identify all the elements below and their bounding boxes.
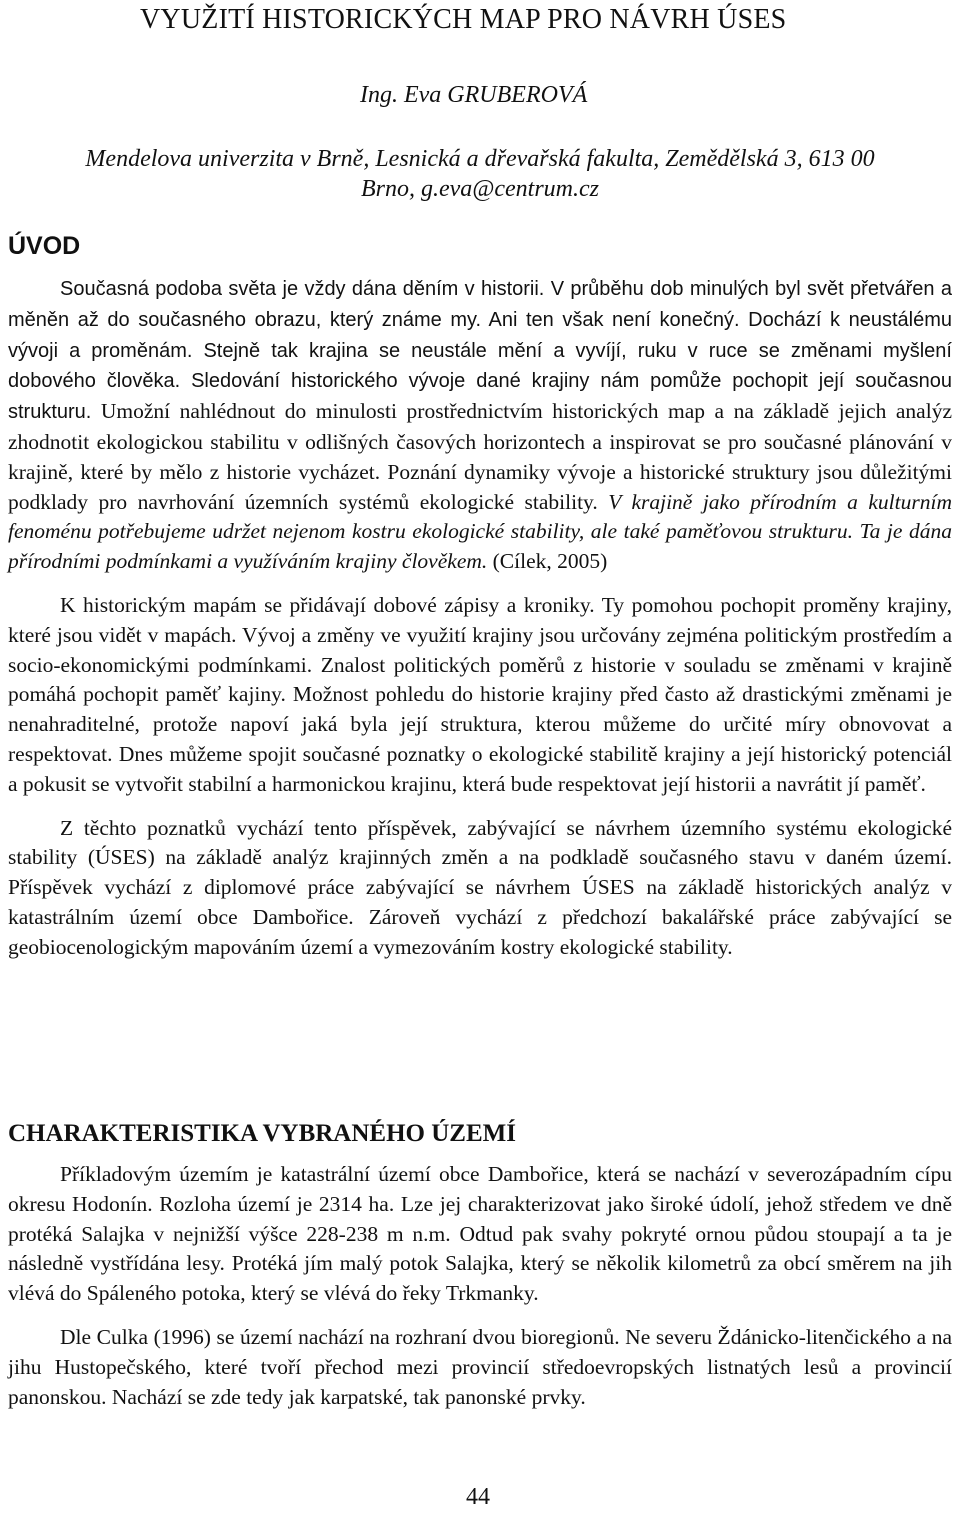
paper-title: VYUŽITÍ HISTORICKÝCH MAP PRO NÁVRH ÚSES	[140, 4, 787, 35]
section-heading-charakteristika: CHARAKTERISTIKA VYBRANÉHO ÚZEMÍ	[8, 1120, 516, 1147]
quote-text: V krajině jako přírodním a kulturním fenoménu potřebujeme udržet nejenom kostru ekologické stability, ale také paměťovou strukturu. Ta je dána přírodními podmínkami a využíváním krajiny člověkem.	[8, 489, 952, 574]
author-affiliation: Mendelova univerzita v Brně, Lesnická a dřevařská fakulta, Zemědělská 3, 613 00 Brno, g.eva@centrum.cz	[85, 146, 875, 202]
section-body-uvod	[8, 274, 952, 977]
author-name: Ing. Eva GRUBEROVÁ	[360, 82, 588, 108]
section-body-charakteristika	[8, 1160, 952, 1426]
paper-page	[8, 0, 952, 1514]
paragraph-text: Umožní nahlédnout do minulosti prostřednictvím historických map a na základě jejich analýz zhodnotit ekologickou stabilitu v odlišných časových horizontech a inspirovat se pro současné plánování v krajině, které by mělo z historie vycházet. Poznání dynamiky vývoje a historické struktury jsou důležitými podklady pro navrhování územních systémů ekologické stability.	[8, 399, 952, 514]
paragraph-text: Současná podoba světa je vždy dána děním v historii. V průběhu dob minulých byl svět přetvářen a měněn až do současného obrazu, který známe my. Ani ten však není konečný. Dochází k neustálému vývoji a proměnám. Stejně tak krajina se neustále mění a vyvíjí, ruku v ruce se změnami myšlení dobového člověka. Sledování historického vývoje dané krajiny nám pomůže pochopit její současnou strukturu.	[8, 278, 952, 424]
page-number: 44	[466, 1484, 490, 1510]
paragraph: Z těchto poznatků vychází tento příspěvek, zabývající se návrhem územního systému ekologické stability (ÚSES) na základě analýz krajinných změn a na podkladě současného stavu v daném území. Příspěvek vychází z diplomové práce zabývající se návrhem ÚSES na základě historických analýz v katastrálním území obce Dambořice. Zároveň vychází z předchozí bakalářské práce zabývající se geobiocenologickým mapováním území a vymezováním kostry ekologické stability.	[8, 815, 952, 959]
section-heading-uvod: ÚVOD	[8, 232, 81, 260]
paragraph: Dle Culka (1996) se území nachází na rozhraní dvou bioregionů. Ne severu Ždánicko-litenčického a na jihu Hustopečského, které tvoří přechod mezi provincií středoevropských listnatých lesů a provincií panonskou. Nachází se zde tedy jak karpatské, tak panonské prvky.	[8, 1324, 952, 1409]
citation: (Cílek, 2005)	[487, 549, 608, 574]
paragraph: Příkladovým územím je katastrální území obce Dambořice, která se nachází v severozápadním cípu okresu Hodonín. Rozloha území je 2314 ha. Lze jej charakterizovat jako široké údolí, jehož středem ve dně protéká Salajka v nejnižší výšce 228-238 m n.m. Odtud pak svahy pokryté ornou půdou stoupají a ta je následně vystřídána lesy. Protéká jím malý potok Salajka, který se několik kilometrů za obcí směrem na jih vlévá do Spáleného potoka, který se vlévá do řeky Trkmanky.	[8, 1162, 952, 1306]
paragraph: K historickým mapám se přidávají dobové zápisy a kroniky. Ty pomohou pochopit proměny krajiny, které jsou vidět v mapách. Vývoj a změny ve využití krajiny jsou určovány zejména politickým prostředím a socio-ekonomickými podmínkami. Znalost politických poměrů z historie v souladu se změnami v krajině pomáhá pochopit paměť kajiny. Možnost pohledu do historie krajiny před často až drastickými změnami je nenahraditelné, protože napoví jaká byla její struktura, kterou můžeme do určité míry obnovovat a respektovat. Dnes můžeme spojit současné poznatky o ekologické stabilitě krajiny a její historický potenciál a pokusit se vytvořit stabilní a harmonickou krajinu, která bude respektovat její historii a navrátit jí paměť.	[8, 592, 952, 796]
paragraph	[8, 274, 952, 577]
